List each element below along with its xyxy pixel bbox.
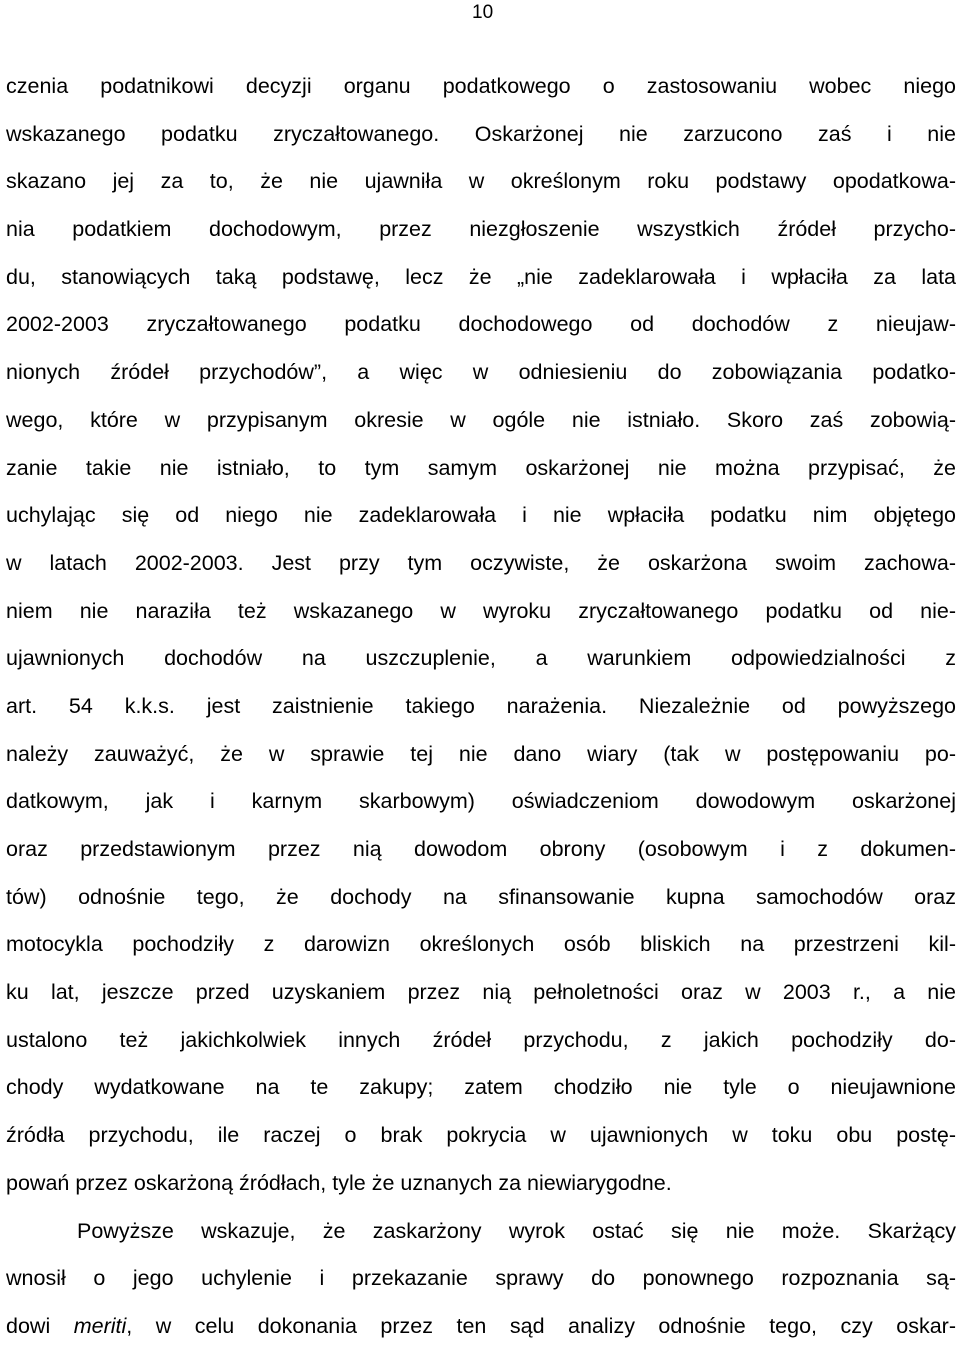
text-fragment: , w celu dokonania przez ten sąd analizy odnośnie tego, czy oskar- [126,1313,956,1338]
text-fragment: dowi [6,1313,74,1338]
text-line: w latach 2002-2003. Jest przy tym oczywiste, że oskarżona swoim zachowa- [6,550,956,575]
text-line: ku lat, jeszcze przed uzyskaniem przez nią pełnoletności oraz w 2003 r., a nie [6,980,956,1005]
text-line: wnosił o jego uchylenie i przekazanie sprawy do ponownego rozpoznania są- [6,1266,956,1291]
text-line: 2002-2003 zryczałtowanego podatku dochodowego od dochodów z nieujaw- [6,312,956,337]
text-line: oraz przedstawionym przez nią dowodom obrony (osobowym i z dokumen- [6,837,956,861]
text-line: należy zauważyć, że w sprawie tej nie dano wiary (tak w postępowaniu po- [6,741,956,766]
document-body [6,63,956,1351]
text-line: motocykla pochodziły z darowizn określonych osób bliskich na przestrzeni kil- [6,932,956,957]
text-line: źródła przychodu, ile raczej o brak pokrycia w ujawnionych w toku obu postę- [6,1123,956,1148]
text-line: ustalono też jakichkolwiek innych źródeł przychodu, z jakich pochodziły do- [6,1027,956,1052]
text-line: datkowym, jak i karnym skarbowym) oświadczeniom dowodowym oskarżonej [6,789,956,814]
paragraph-end-line: powań przez oskarżoną źródłach, tyle że uznanych za niewiarygodne. [6,1170,672,1195]
paragraph-start-line: Powyższe wskazuje, że zaskarżony wyrok ostać się nie może. Skarżący [77,1218,956,1243]
text-line [6,1303,956,1351]
text-line: wskazanego podatku zryczałtowanego. Oskarżonej nie zarzucono zaś i nie [6,121,956,146]
italic-term: meriti [73,1313,127,1338]
text-line: chody wydatkowane na te zakupy; zatem chodziło nie tyle o nieujawnione [6,1075,956,1100]
text-line: skazano jej za to, że nie ujawniła w określonym roku podstawy opodatkowa- [6,169,956,194]
text-line: uchylając się od niego nie zadeklarowała i nie wpłaciła podatku nim objętego [6,503,956,528]
text-line: zanie takie nie istniało, to tym samym oskarżonej nie można przypisać, że [6,455,956,480]
text-line: nionych źródeł przychodów”, a więc w odniesieniu do zobowiązania podatko- [6,360,956,385]
text-line: niem nie naraziła też wskazanego w wyroku zryczałtowanego podatku od nie- [6,598,956,623]
text-line: art. 54 k.k.s. jest zaistnienie takiego narażenia. Niezależnie od powyższego [6,693,956,718]
text-line: wego, które w przypisanym okresie w ogóle nie istniało. Skoro zaś zobowią- [6,407,956,432]
text-line: czenia podatnikowi decyzji organu podatkowego o zastosowaniu wobec niego [6,74,956,98]
page-number: 10 [472,2,494,23]
text-line: tów) odnośnie tego, że dochody na sfinansowanie kupna samochodów oraz [6,884,956,909]
text-line: ujawnionych dochodów na uszczuplenie, a warunkiem odpowiedzialności z [6,646,956,671]
text-line: nia podatkiem dochodowym, przez niezgłoszenie wszystkich źródeł przycho- [6,217,956,242]
text-line: du, stanowiących taką podstawę, lecz że „nie zadeklarowała i wpłaciła za lata [6,264,956,289]
